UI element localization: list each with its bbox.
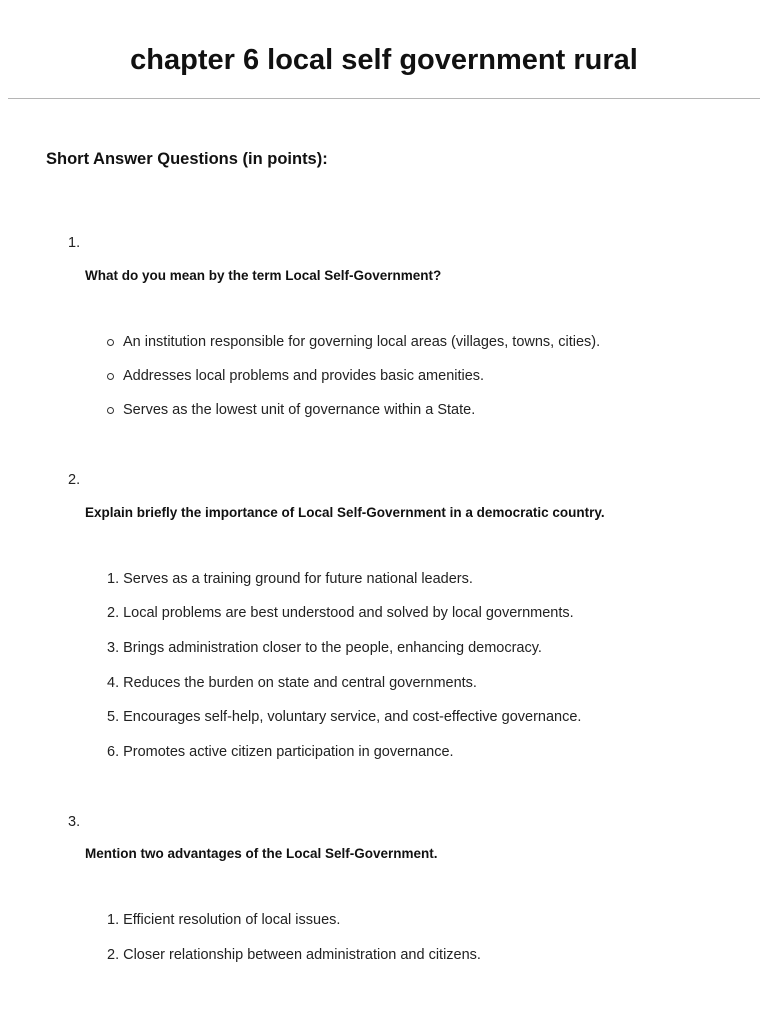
circle-bullet-icon [107,339,114,346]
question-number: 2. [68,472,81,488]
list-item-number: 5. [107,709,120,725]
list-item-number: 1. [107,571,120,587]
list-item-text: Reduces the burden on state and central governments. [123,675,477,691]
list-item [107,332,600,352]
list-item [107,569,473,589]
list-item-text: Addresses local problems and provides basic amenities. [123,368,485,384]
list-item [107,910,340,930]
list-item-number: 4. [107,675,120,691]
title-divider [8,98,760,99]
question-text: Mention two advantages of the Local Self-Government. [85,846,438,861]
circle-bullet-icon [107,373,114,380]
list-item [107,707,581,727]
question-number: 3. [68,814,81,830]
section-heading: Short Answer Questions (in points): [46,150,328,168]
question-text: Explain briefly the importance of Local Self-Government in a democratic country. [85,505,605,520]
list-item [107,603,574,623]
list-item [107,638,542,658]
list-item-text: Serves as a training ground for future national leaders. [123,571,473,587]
list-item-text: Brings administration closer to the people, enhancing democracy. [123,640,542,656]
page-title: chapter 6 local self government rural [130,44,638,76]
list-item-text: Promotes active citizen participation in governance. [123,744,454,760]
circle-bullet-icon [107,407,114,414]
question-number: 1. [68,235,81,251]
list-item-number: 2. [107,605,120,621]
question-text: What do you mean by the term Local Self-Government? [85,268,442,283]
list-item-number: 2. [107,947,120,963]
list-item [107,945,481,965]
list-item-text: Local problems are best understood and solved by local governments. [123,605,574,621]
list-item-number: 1. [107,912,120,928]
list-item-number: 6. [107,744,120,760]
list-item [107,366,484,386]
list-item-text: Encourages self-help, voluntary service, and cost-effective governance. [123,709,582,725]
list-item-text: An institution responsible for governing local areas (villages, towns, cities). [123,334,601,350]
list-item-text: Closer relationship between administration and citizens. [123,947,481,963]
list-item-text: Serves as the lowest unit of governance within a State. [123,402,476,418]
list-item-text: Efficient resolution of local issues. [123,912,341,928]
list-item [107,673,477,693]
list-item [107,742,454,762]
list-item [107,400,475,420]
list-item-number: 3. [107,640,120,656]
